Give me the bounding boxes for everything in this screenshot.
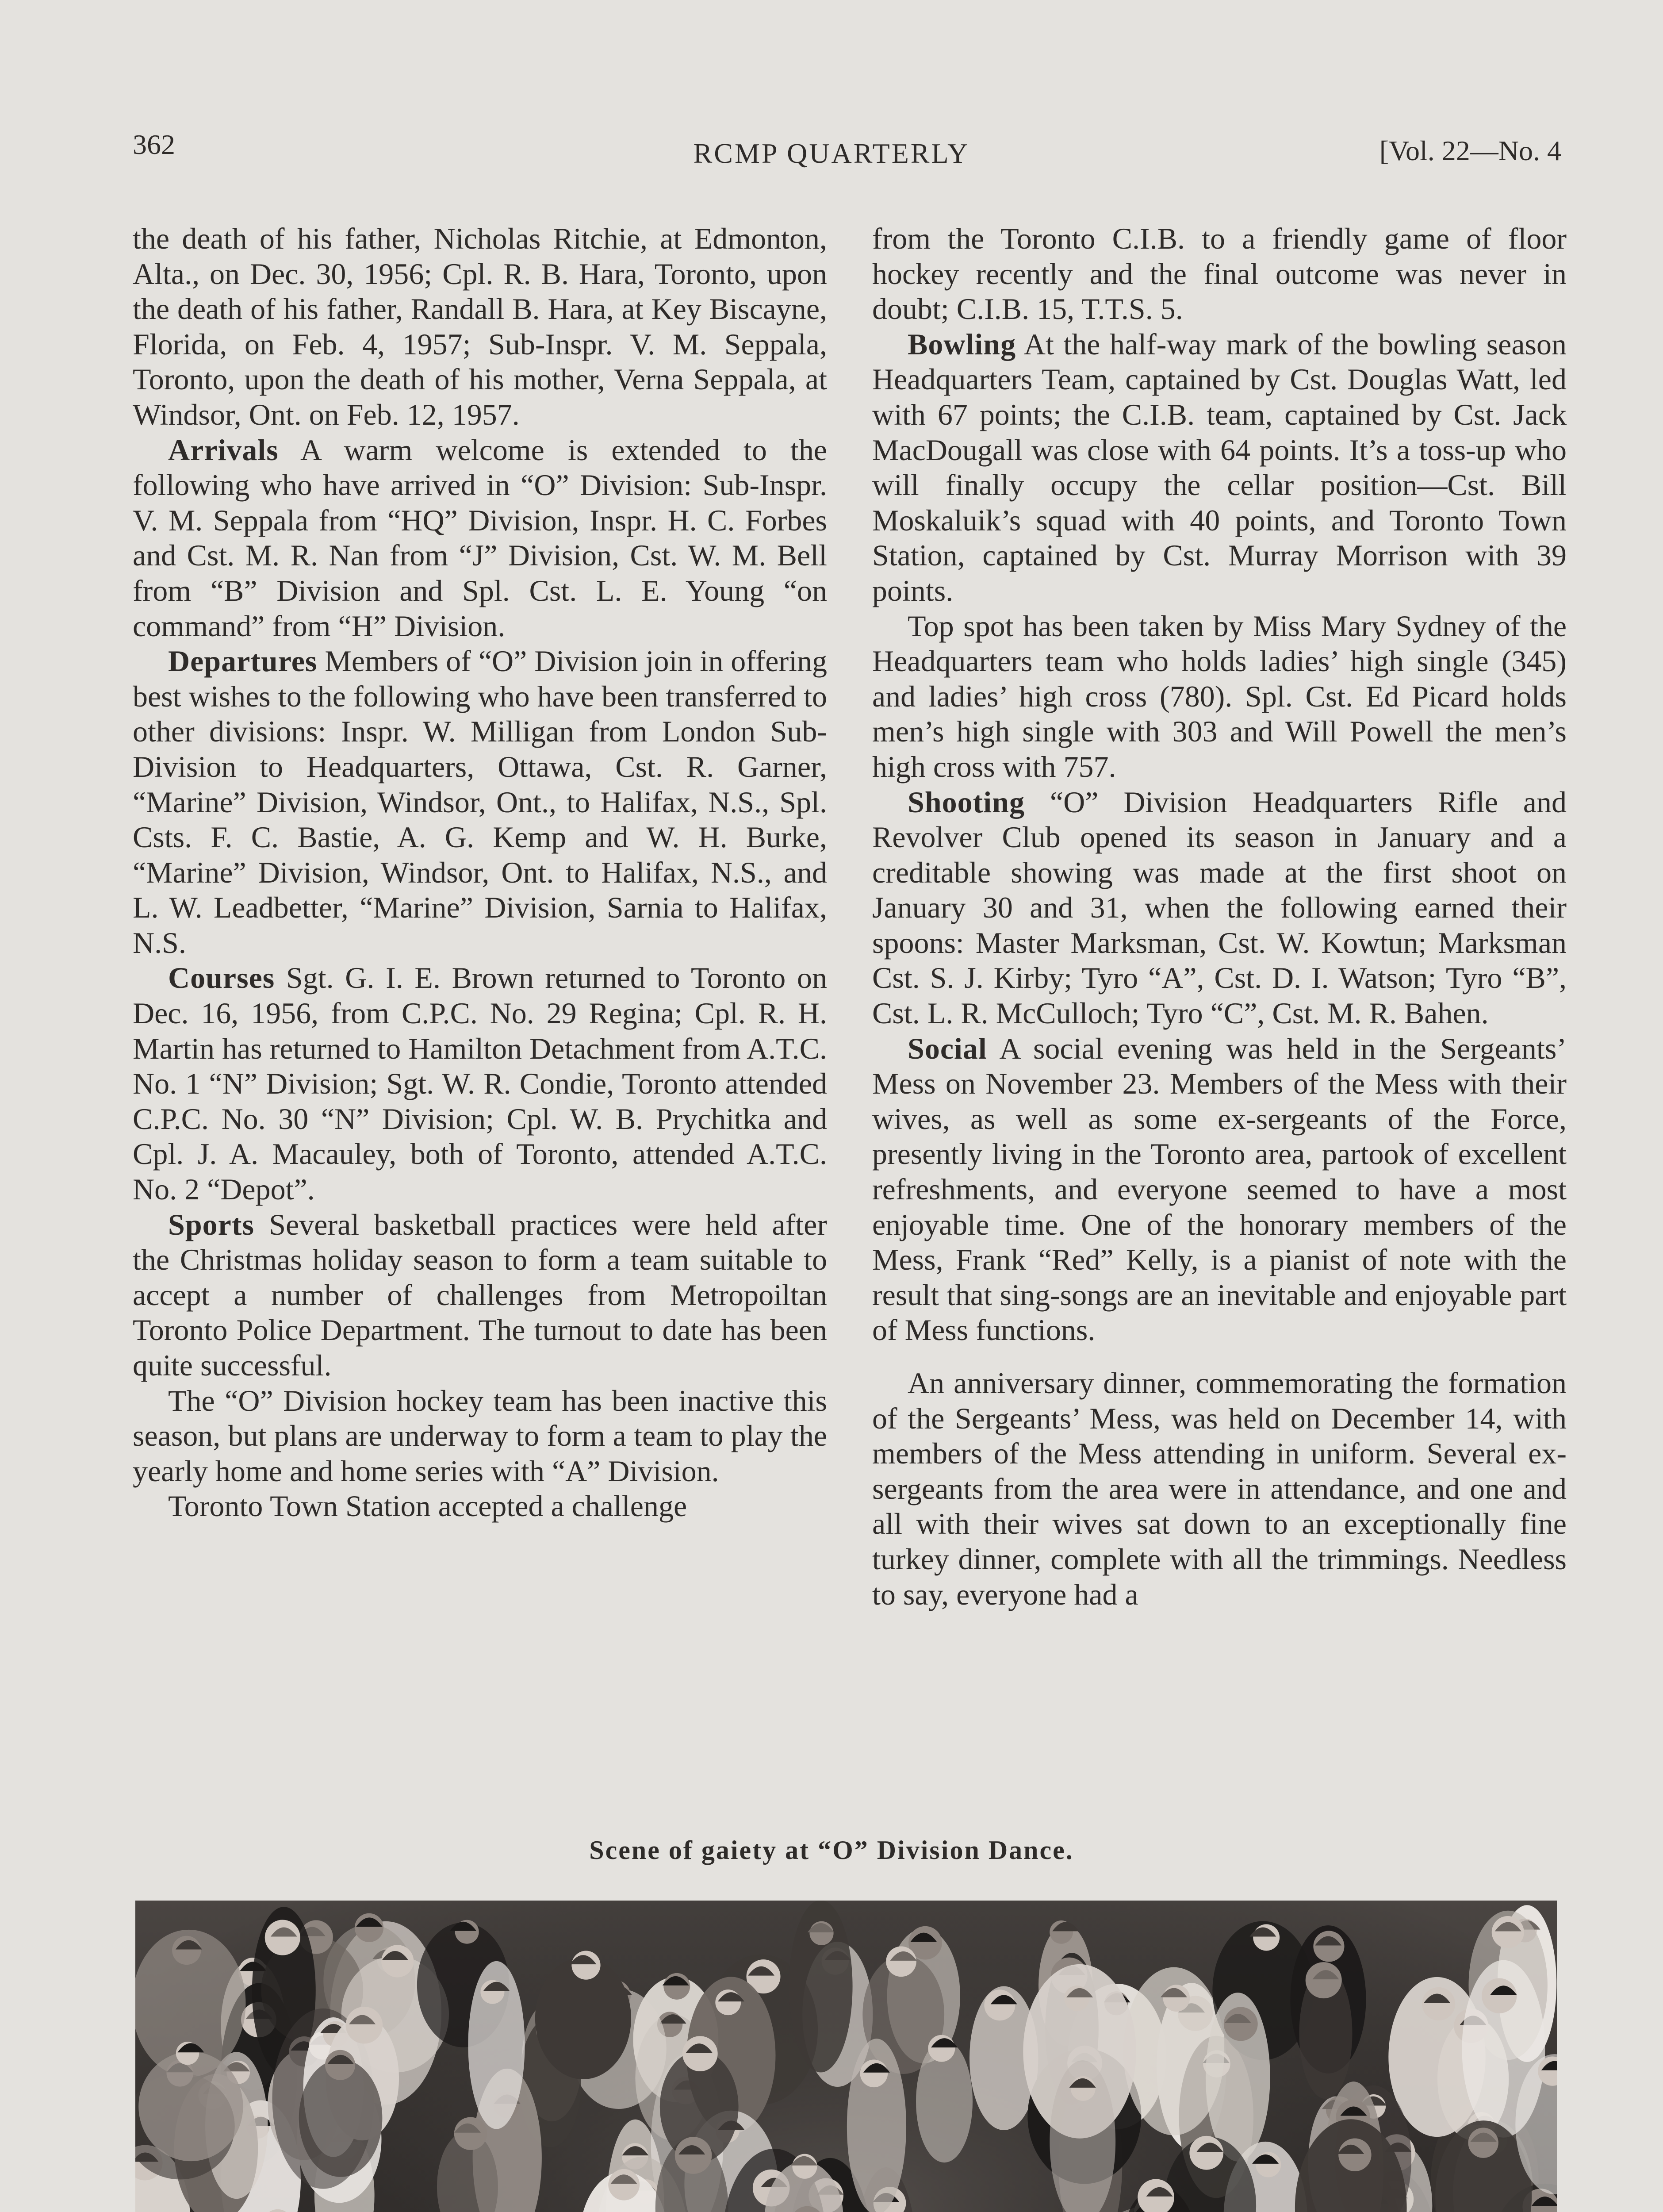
paragraph-hockey: The “O” Division hockey team has been inactive this season, but plans are underway to form a team to play the yearly home and home series with “A” Division.: [133, 1383, 827, 1488]
social-text: A social evening was held in the Sergeants’ Mess on November 23. Members of the Mess with their wives, as well as some ex-sergeants of the Force, presently living in the Toronto area, partook of excellent refreshments, and everyone seemed to have a most enjoyable time. One of the honorary members of the Mess, Frank “Red” Kelly, is a pianist of note with the result that sing-songs are an inevitable and enjoyable part of Mess functions.: [872, 1031, 1567, 1347]
paragraph-floor-hockey: from the Toronto C.I.B. to a friendly game of floor hockey recently and the final outcome was never in doubt; C.I.B. 15, T.T.S. 5.: [872, 222, 1567, 326]
arrivals-text: A warm welcome is extended to the following who have arrived in “O” Division: Sub-Inspr. V. M. Seppala from “HQ” Division, Inspr. H. C. Forbes and Cst. M. R. Nan from “J” Division, Cst. W. M. Bell from “B” Division and Spl. Cst. L. E. Young “on command” from “H” Division.: [133, 433, 827, 643]
page-number: 362: [133, 129, 175, 160]
paragraph-gap: [872, 1348, 1567, 1366]
paragraph-arrivals: [133, 433, 827, 644]
paragraph-anniversary: An anniversary dinner, commemorating the formation of the Sergeants’ Mess, was held on December 14, with members of the Mess attending in uniform. Several ex-sergeants from the area were in attendance, and one and all with their wives sat down to an exceptionally fine turkey dinner, complete with all the trimmings. Needless to say, everyone had a: [872, 1366, 1567, 1611]
paragraph-top-spot: Top spot has been taken by Miss Mary Sydney of the Headquarters team who holds ladies’ high single (345) and ladies’ high cross (780). Spl. Cst. Ed Picard holds men’s high single with 303 and Will Powell the men’s high cross with 757.: [872, 609, 1567, 783]
page-header: [0, 116, 1663, 178]
paragraph-departures: [133, 644, 827, 960]
photo-caption: Scene of gaiety at “O” Division Dance.: [589, 1836, 1074, 1865]
bowling-text: At the half-way mark of the bowling season Headquarters Team, captained by Cst. Douglas Watt, led with 67 points; the C.I.B. team, captained by Cst. Jack MacDougall was close with 64 points. It’s a toss-up who will finally occupy the cellar position—Cst. Bill Moskaluik’s squad with 40 points, and Toronto Town Station, captained by Cst. Murray Morrison with 39 points.: [872, 327, 1567, 607]
heading-arrivals: Arrivals: [168, 433, 279, 467]
right-column: [872, 221, 1567, 1612]
left-column: [133, 221, 827, 1524]
paragraph-courses: [133, 960, 827, 1207]
heading-social: Social: [908, 1031, 987, 1065]
paragraph-sports: [133, 1207, 827, 1383]
paragraph-bereavements: the death of his father, Nicholas Ritchie, at Edmonton, Alta., on Dec. 30, 1956; Cpl. R. B. Hara, Toronto, upon the death of his father, Randall B. Hara, at Key Biscayne, Florida, on Feb. 4, 1957; Sub-Inspr. V. M. Seppala, Toronto, upon the death of his mother, Verna Seppala, at Windsor, Ont. on Feb. 12, 1957.: [133, 222, 827, 431]
dance-photo-illustration: [135, 1901, 1557, 2212]
heading-departures: Departures: [168, 644, 318, 678]
paragraph-social: [872, 1031, 1567, 1348]
paragraph-shooting: [872, 785, 1567, 1031]
shooting-text: “O” Division Headquarters Rifle and Revolver Club opened its season in January and a creditable showing was made at the first shoot on January 30 and 31, when the following earned their spoons: Master Marksman, Cst. W. Kowtun; Marksman Cst. S. J. Kirby; Tyro “A”, Cst. D. I. Watson; Tyro “B”, Cst. L. R. McCulloch; Tyro “C”, Cst. M. R. Bahen.: [872, 785, 1567, 1030]
dance-photo: [135, 1901, 1557, 2212]
departures-text: Members of “O” Division join in offering best wishes to the following who have been transferred to other divisions: Inspr. W. Milligan from London Sub-Division to Headquarters, Ottawa, Cst. R. Garner, “Marine” Division, Windsor, Ont., to Halifax, N.S., Spl. Csts. F. C. Bastie, A. G. Kemp and W. H. Burke, “Marine” Division, Windsor, Ont. to Halifax, N.S., and L. W. Leadbetter, “Marine” Division, Sarnia to Halifax, N.S.: [133, 644, 828, 960]
courses-text: Sgt. G. I. E. Brown returned to Toronto on Dec. 16, 1956, from C.P.C. No. 29 Regina; Cpl. R. H. Martin has returned to Hamilton Detachment from A.T.C. No. 1 “N” Division; Sgt. W. R. Condie, Toronto attended C.P.C. No. 30 “N” Division; Cpl. W. B. Prychitka and Cpl. J. A. Macauley, both of Toronto, attended A.T.C. No. 2 “Depot”.: [133, 961, 827, 1206]
heading-shooting: Shooting: [908, 785, 1025, 819]
paragraph-toronto-station: Toronto Town Station accepted a challenge: [168, 1489, 687, 1523]
paragraph-bowling: [872, 327, 1567, 609]
sports-text: Several basketball practices were held after the Christmas holiday season to form a team suitable to accept a number of challenges from Metropoiltan Toronto Police Department. The turnout to date has been quite successful.: [133, 1207, 827, 1382]
volume-label: [Vol. 22—No. 4: [1379, 135, 1561, 166]
heading-bowling: Bowling: [908, 327, 1016, 361]
heading-courses: Courses: [168, 961, 275, 995]
heading-sports: Sports: [168, 1207, 254, 1241]
journal-title: RCMP QUARTERLY: [693, 138, 970, 169]
